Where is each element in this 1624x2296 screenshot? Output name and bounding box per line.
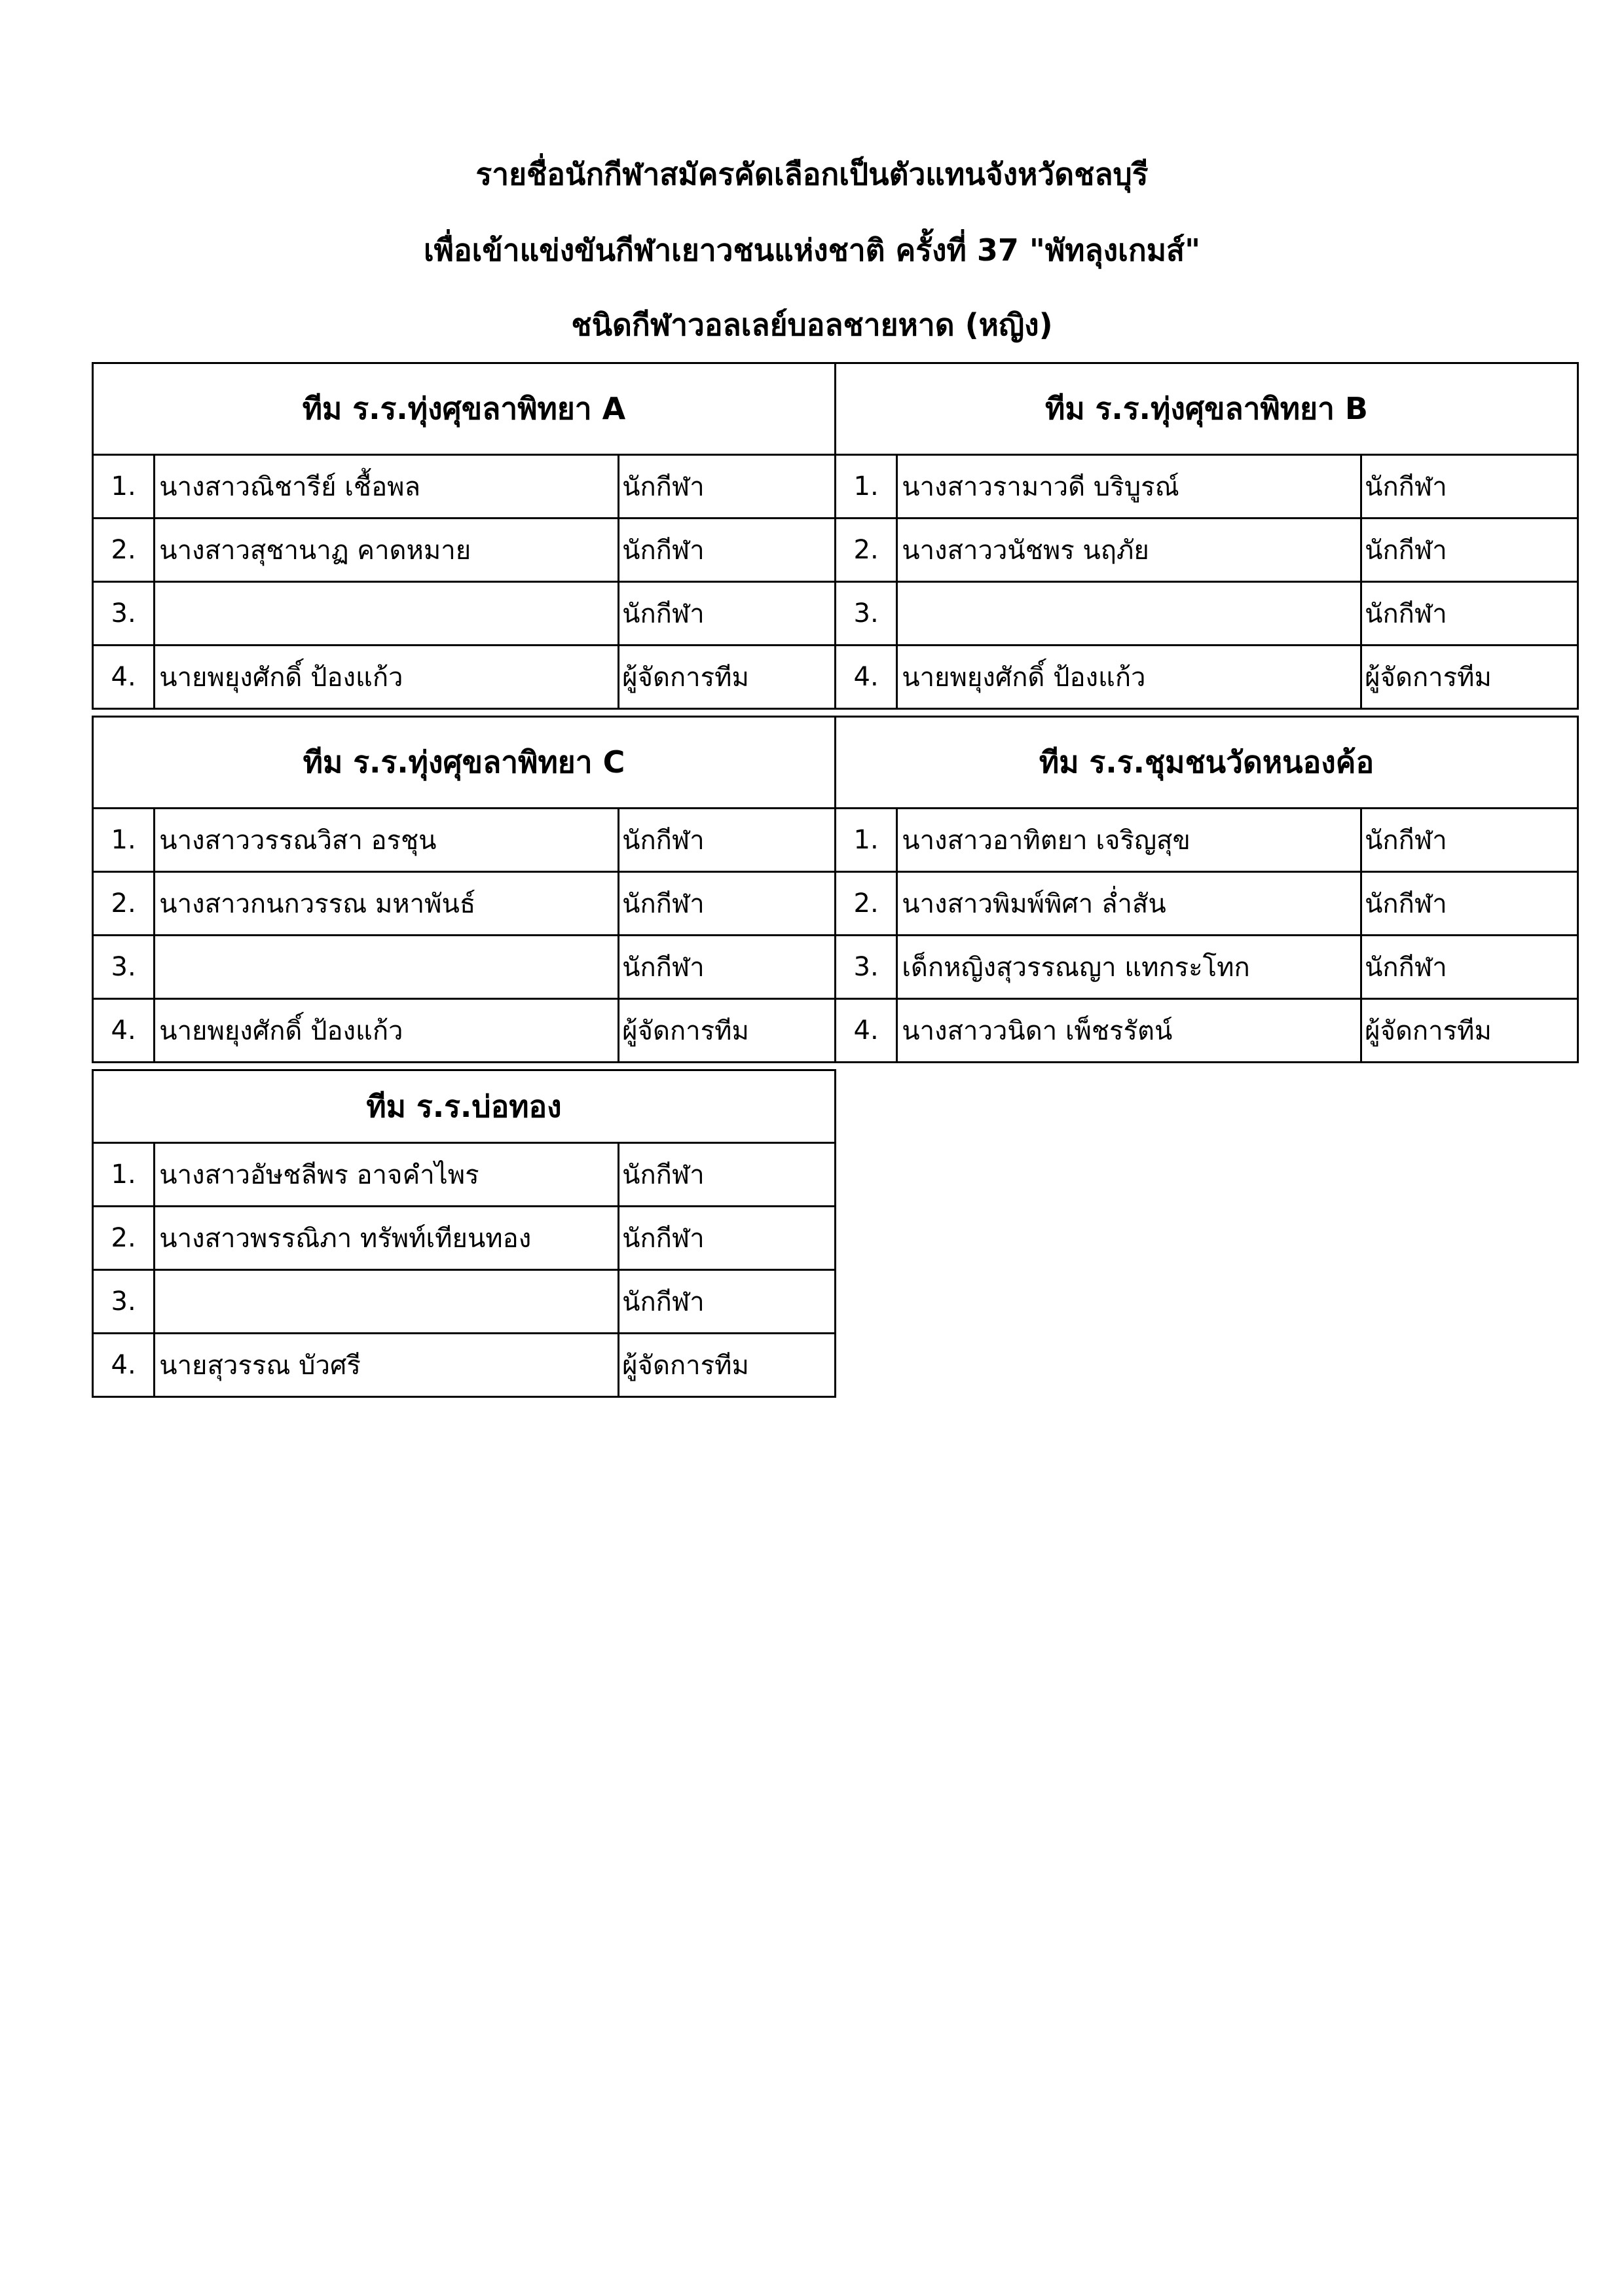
member-role: นักกีฬา (1361, 809, 1578, 872)
member-name: นายพยุงศักดิ์ ป้องแก้ว (897, 646, 1361, 709)
member-role: นักกีฬา (1361, 582, 1578, 646)
table-row (93, 872, 836, 936)
row-number: 3. (836, 582, 897, 646)
table-row (836, 809, 1578, 872)
team-table-c (92, 716, 836, 1063)
member-name (897, 582, 1361, 646)
team-title: ทีม ร.ร.ทุ่งศุขลาพิทยา A (93, 363, 836, 455)
team-title: ทีม ร.ร.ทุ่งศุขลาพิทยา C (93, 717, 836, 809)
team-table-a (92, 362, 836, 710)
member-name: นางสาววนิดา เพ็ชรรัตน์ (897, 999, 1361, 1063)
row-number: 4. (93, 646, 155, 709)
sport-category: ชนิดกีฬาวอลเลย์บอลชายหาด (หญิง) (571, 307, 1053, 342)
table-row (93, 999, 836, 1063)
member-role: ผู้จัดการทีม (1361, 999, 1578, 1063)
row-number: 2. (93, 872, 155, 936)
table-row (93, 646, 836, 709)
member-role: นักกีฬา (1361, 455, 1578, 519)
row-number: 4. (93, 999, 155, 1063)
row-number: 2. (836, 519, 897, 582)
member-name: นางสาววรรณวิสา อรชุน (155, 809, 619, 872)
table-row (836, 936, 1578, 999)
row-number: 1. (93, 455, 155, 519)
table-row (93, 582, 836, 646)
table-row (93, 809, 836, 872)
table-row (93, 1207, 836, 1270)
document-subtitle: เพื่อเข้าแข่งขันกีฬาเยาวชนแห่งชาติ ครั้งที่ 37 "พัทลุงเกมส์" (423, 232, 1201, 268)
row-number: 4. (93, 1334, 155, 1397)
member-name: นางสาวณิชารีย์ เชื้อพล (155, 455, 619, 519)
table-row (93, 455, 836, 519)
member-name: นางสาวกนกวรรณ มหาพันธ์ (155, 872, 619, 936)
row-number: 3. (93, 582, 155, 646)
member-name (155, 936, 619, 999)
member-name (155, 1270, 619, 1334)
table-row (93, 519, 836, 582)
member-role: ผู้จัดการทีม (619, 1334, 836, 1397)
table-row (836, 455, 1578, 519)
row-number: 1. (93, 809, 155, 872)
member-role: นักกีฬา (619, 1207, 836, 1270)
team-table-e (92, 1069, 836, 1398)
team-title: ทีม ร.ร.ทุ่งศุขลาพิทยา B (836, 363, 1578, 455)
table-row (93, 1334, 836, 1397)
member-name: นางสาวพรรณิภา ทรัพท์เทียนทอง (155, 1207, 619, 1270)
row-number: 3. (836, 936, 897, 999)
member-name: นางสาวรามาวดี บริบูรณ์ (897, 455, 1361, 519)
member-role: นักกีฬา (619, 519, 836, 582)
row-number: 2. (93, 519, 155, 582)
member-role: นักกีฬา (619, 582, 836, 646)
member-role: ผู้จัดการทีม (619, 646, 836, 709)
member-name (155, 582, 619, 646)
team-table-d (834, 716, 1579, 1063)
member-role: ผู้จัดการทีม (1361, 646, 1578, 709)
member-name: เด็กหญิงสุวรรณญา แทกระโทก (897, 936, 1361, 999)
table-row (93, 936, 836, 999)
member-role: นักกีฬา (619, 936, 836, 999)
member-role: นักกีฬา (1361, 936, 1578, 999)
member-name: นายพยุงศักดิ์ ป้องแก้ว (155, 999, 619, 1063)
document-title: รายชื่อนักกีฬาสมัครคัดเลือกเป็นตัวแทนจังหวัดชลบุรี (475, 156, 1149, 192)
table-row (836, 646, 1578, 709)
member-name: นางสาวพิมพ์พิศา ล่ำสัน (897, 872, 1361, 936)
row-number: 2. (836, 872, 897, 936)
row-number: 1. (93, 1143, 155, 1207)
team-title: ทีม ร.ร.บ่อทอง (93, 1070, 836, 1143)
row-number: 1. (836, 809, 897, 872)
table-row (836, 999, 1578, 1063)
row-number: 3. (93, 936, 155, 999)
team-title: ทีม ร.ร.ชุมชนวัดหนองค้อ (836, 717, 1578, 809)
row-number: 4. (836, 999, 897, 1063)
table-row (836, 582, 1578, 646)
table-row (93, 1270, 836, 1334)
row-number: 3. (93, 1270, 155, 1334)
member-role: นักกีฬา (619, 1143, 836, 1207)
member-role: นักกีฬา (619, 1270, 836, 1334)
table-row (836, 872, 1578, 936)
member-name: นายพยุงศักดิ์ ป้องแก้ว (155, 646, 619, 709)
table-row (93, 1143, 836, 1207)
member-role: ผู้จัดการทีม (619, 999, 836, 1063)
member-role: นักกีฬา (619, 872, 836, 936)
member-name: นางสาวสุชานาฏ คาดหมาย (155, 519, 619, 582)
table-row (836, 519, 1578, 582)
member-name: นางสาววนัชพร นฤภัย (897, 519, 1361, 582)
member-role: นักกีฬา (1361, 872, 1578, 936)
row-number: 2. (93, 1207, 155, 1270)
member-name: นางสาวอาทิตยา เจริญสุข (897, 809, 1361, 872)
member-role: นักกีฬา (1361, 519, 1578, 582)
member-name: นางสาวอัษชลีพร อาจคำไพร (155, 1143, 619, 1207)
member-name: นายสุวรรณ บัวศรี (155, 1334, 619, 1397)
member-role: นักกีฬา (619, 809, 836, 872)
member-role: นักกีฬา (619, 455, 836, 519)
row-number: 1. (836, 455, 897, 519)
row-number: 4. (836, 646, 897, 709)
team-table-b (834, 362, 1579, 710)
